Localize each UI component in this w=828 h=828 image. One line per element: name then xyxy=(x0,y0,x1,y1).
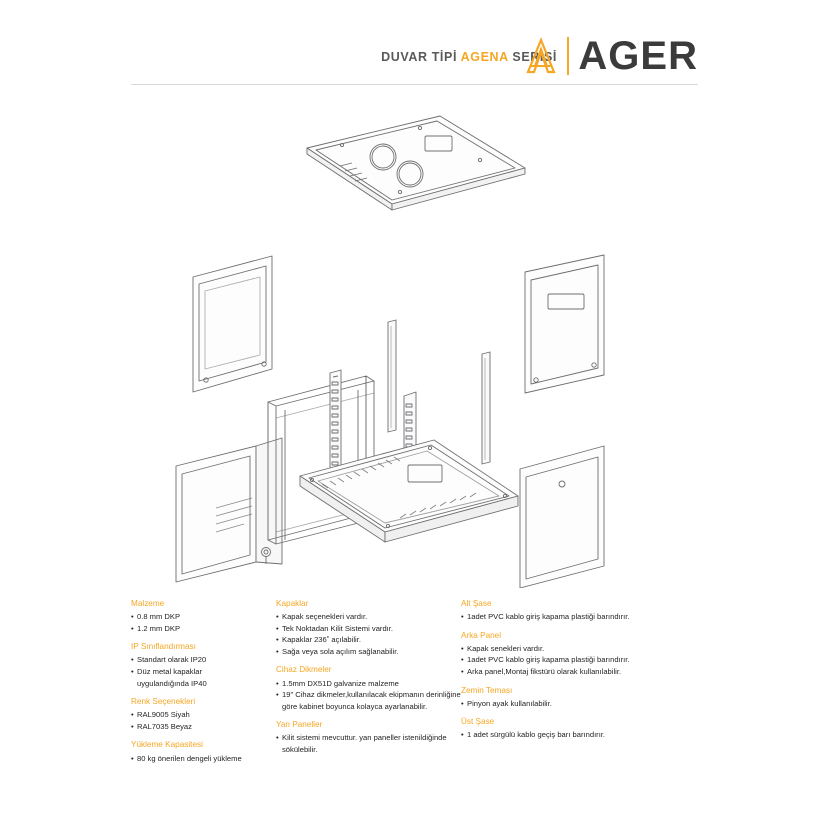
spec-item: • Tek Noktadan Kilit Sistemi vardır. xyxy=(276,623,461,635)
exploded-view-drawing xyxy=(0,88,828,588)
spec-group-title: Üst Şase xyxy=(461,717,495,727)
spec-item: • Kapak senekleri vardır. xyxy=(461,643,701,655)
right-upper-side-panel-part xyxy=(525,255,604,393)
spec-group-title: IP Sınıflandırması xyxy=(131,642,196,652)
spec-item: • Kapak seçenekleri vardır. xyxy=(276,611,461,623)
spec-group-title: Arka Panel xyxy=(461,630,502,640)
brand-name: AGER xyxy=(578,34,698,78)
spec-group-title: Malzeme xyxy=(131,599,165,608)
spec-group-ip xyxy=(131,641,251,689)
spec-group-ust-sase xyxy=(461,716,701,741)
left-upper-side-panel-part xyxy=(193,256,272,392)
spec-list xyxy=(461,698,701,710)
spec-column-2 xyxy=(276,598,461,763)
spec-list xyxy=(276,678,461,713)
spec-item: • 1 adet sürgülü kablo geçiş barı barındırır. xyxy=(461,729,701,741)
spec-column-1 xyxy=(131,598,251,771)
spec-item: • Pinyon ayak kullanılabilir. xyxy=(461,698,701,710)
spec-item: • RAL7035 Beyaz xyxy=(131,721,251,733)
spec-group-kapaklar xyxy=(276,598,461,657)
spec-item: • Düz metal kapaklar uygulandığında IP40 xyxy=(131,666,251,689)
spec-group-arka-panel xyxy=(461,630,701,678)
spec-group-title: Yan Paneller xyxy=(276,720,323,730)
spec-item: • 1.2 mm DKP xyxy=(131,623,251,635)
spec-column-3 xyxy=(461,598,701,748)
spec-list xyxy=(276,611,461,657)
specifications xyxy=(131,598,701,798)
spec-list xyxy=(131,709,251,732)
spec-item: • 1.5mm DX51D galvanize malzeme xyxy=(276,678,461,690)
spec-group-renk xyxy=(131,696,251,732)
spec-list xyxy=(131,654,251,689)
spec-list xyxy=(276,732,461,755)
ager-logo-icon xyxy=(524,36,558,76)
spec-list xyxy=(461,611,701,623)
spec-item: • Kilit sistemi mevcuttur. yan paneller istenildiğinde sökülebilir. xyxy=(276,732,461,755)
spec-item: • 0.8 mm DKP xyxy=(131,611,251,623)
spec-group-yukleme xyxy=(131,739,251,764)
vertical-profile-right-part xyxy=(482,352,490,464)
spec-item: • RAL9005 Siyah xyxy=(131,709,251,721)
spec-list xyxy=(131,753,251,765)
spec-list xyxy=(131,611,251,634)
top-panel-part xyxy=(307,116,525,210)
spec-group-title: Zemin Teması xyxy=(461,685,513,695)
spec-item: • Kapaklar 236˚ açılabilir. xyxy=(276,634,461,646)
spec-group-title: Alt Şase xyxy=(461,599,492,608)
spec-group-title: Yükleme Kapasitesi xyxy=(131,740,203,750)
vertical-profile-left-part xyxy=(388,320,396,432)
left-lower-side-panel-part xyxy=(176,446,256,582)
spec-item: • 1adet PVC kablo giriş kapama plastiği barındırır. xyxy=(461,611,701,623)
spec-group-cihaz-dikmeler xyxy=(276,664,461,712)
spec-group-title: Kapaklar xyxy=(276,599,309,608)
spec-item: • Sağa veya sola açılım sağlanabilir. xyxy=(276,646,461,658)
rear-panel-part xyxy=(520,446,604,588)
page-title-suffix: SERİSİ xyxy=(508,50,557,64)
spec-group-title: Renk Seçenekleri xyxy=(131,697,196,707)
header-divider xyxy=(131,84,698,85)
spec-group-yan-paneller xyxy=(276,719,461,755)
spec-list xyxy=(461,643,701,678)
page-header xyxy=(0,34,828,90)
spec-item: • 19" Cihaz dikmeler,kullanılacak ekipmanın derinliğine göre kabinet boyunca kolayca ayarlanabilir. xyxy=(276,689,461,712)
spec-group-alt-sase xyxy=(461,598,701,623)
spec-group-zemin-temasi xyxy=(461,685,701,710)
page-title-accent: AGENA xyxy=(460,50,509,64)
spec-list xyxy=(461,729,701,741)
spec-item: • 1adet PVC kablo giriş kapama plastiği barındırır. xyxy=(461,654,701,666)
brand-divider xyxy=(567,37,569,75)
spec-item: • Standart olarak IP20 xyxy=(131,654,251,666)
page-title-prefix: DUVAR TİPİ xyxy=(381,50,461,64)
spec-group-malzeme xyxy=(131,598,251,634)
spec-item: • 80 kg önerilen dengeli yükleme xyxy=(131,753,251,765)
spec-group-title: Cihaz Dikmeler xyxy=(276,665,332,675)
spec-item: • Arka panel,Montaj fikstürü olarak kullanılabilir. xyxy=(461,666,701,678)
brand-lockup xyxy=(524,36,698,76)
